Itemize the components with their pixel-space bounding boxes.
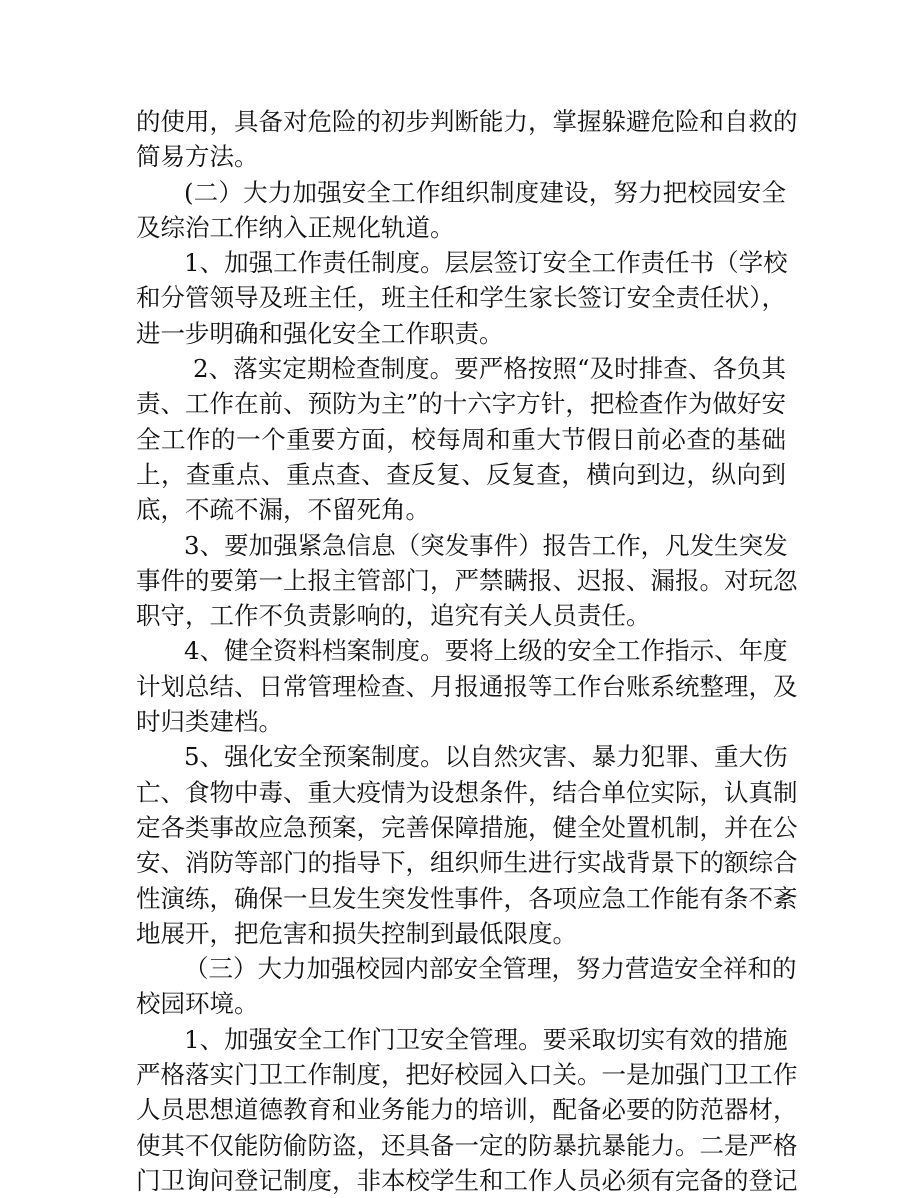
paragraph-line: 责、工作在前、预防为主”的十六字方针，把检查作为做好安	[136, 389, 786, 419]
paragraph-line: 底，不疏不漏，不留死角。	[136, 495, 430, 525]
paragraph-line: 上，查重点、重点查、查反复、反复查，横向到边，纵向到	[136, 459, 786, 489]
paragraph-line: 严格落实门卫工作制度，把好校园入口关。一是加强门卫工作	[136, 1060, 798, 1090]
paragraph-line: 3、要加强紧急信息（突发事件）报告工作，凡发生突发	[184, 530, 788, 560]
paragraph-line: 事件的要第一上报主管部门，严禁瞒报、迟报、漏报。对玩忽	[136, 565, 798, 595]
paragraph-line: 人员思想道德教育和业务能力的培训，配备必要的防范器材，	[136, 1095, 798, 1125]
paragraph-line: 地展开，把危害和损失控制到最低限度。	[136, 918, 577, 948]
paragraph-line: 及综治工作纳入正规化轨道。	[136, 212, 455, 242]
paragraph-line: （三）大力加强校园内部安全管理，努力营造安全祥和的	[184, 954, 797, 984]
paragraph-line: 全工作的一个重要方面，校每周和重大节假日前必查的基础	[136, 424, 786, 454]
paragraph-line: 简易方法。	[136, 142, 259, 172]
paragraph-line: 使其不仅能防偷防盗，还具备一定的防暴抗暴能力。二是严格	[136, 1130, 798, 1160]
paragraph-line: (二）大力加强安全工作组织制度建设，努力把校园安全	[184, 177, 786, 207]
paragraph-line: 1、加强工作责任制度。层层签订安全工作责任书（学校	[184, 248, 788, 278]
document-body	[136, 104, 798, 1198]
paragraph-line: 职守，工作不负责影响的，追究有关人员责任。	[136, 601, 651, 631]
paragraph-line: 定各类事故应急预案，完善保障措施，健全处置机制，并在公	[136, 812, 798, 842]
paragraph-line: 2、落实定期检查制度。要严格按照“及时排查、各负其	[193, 354, 786, 384]
paragraph-line: 校园环境。	[136, 989, 259, 1019]
paragraph-line: 时归类建档。	[136, 707, 283, 737]
paragraph-line: 的使用，具备对危险的初步判断能力，掌握躲避危险和自救的	[136, 107, 798, 136]
paragraph-line: 计划总结、日常管理检查、月报通报等工作台账系统整理，及	[136, 671, 798, 701]
paragraph-line: 安、消防等部门的指导下，组织师生进行实战背景下的额综合	[136, 848, 798, 878]
paragraph-line: 和分管领导及班主任，班主任和学生家长签订安全责任状），	[136, 283, 786, 313]
paragraph-line: 5、强化安全预案制度。以自然灾害、暴力犯罪、重大伤	[184, 742, 788, 772]
paragraph-line: 性演练，确保一旦发生突发性事件，各项应急工作能有条不紊	[136, 883, 798, 913]
paragraph-line: 4、健全资料档案制度。要将上级的安全工作指示、年度	[184, 636, 788, 666]
paragraph-line: 1、加强安全工作门卫安全管理。要采取切实有效的措施	[184, 1024, 788, 1054]
paragraph-line: 门卫询问登记制度，非本校学生和工作人员必须有完备的登记	[136, 1165, 798, 1195]
paragraph-line: 进一步明确和强化安全工作职责。	[136, 318, 504, 348]
paragraph-line: 亡、食物中毒、重大疫情为设想条件，结合单位实际，认真制	[136, 777, 798, 807]
